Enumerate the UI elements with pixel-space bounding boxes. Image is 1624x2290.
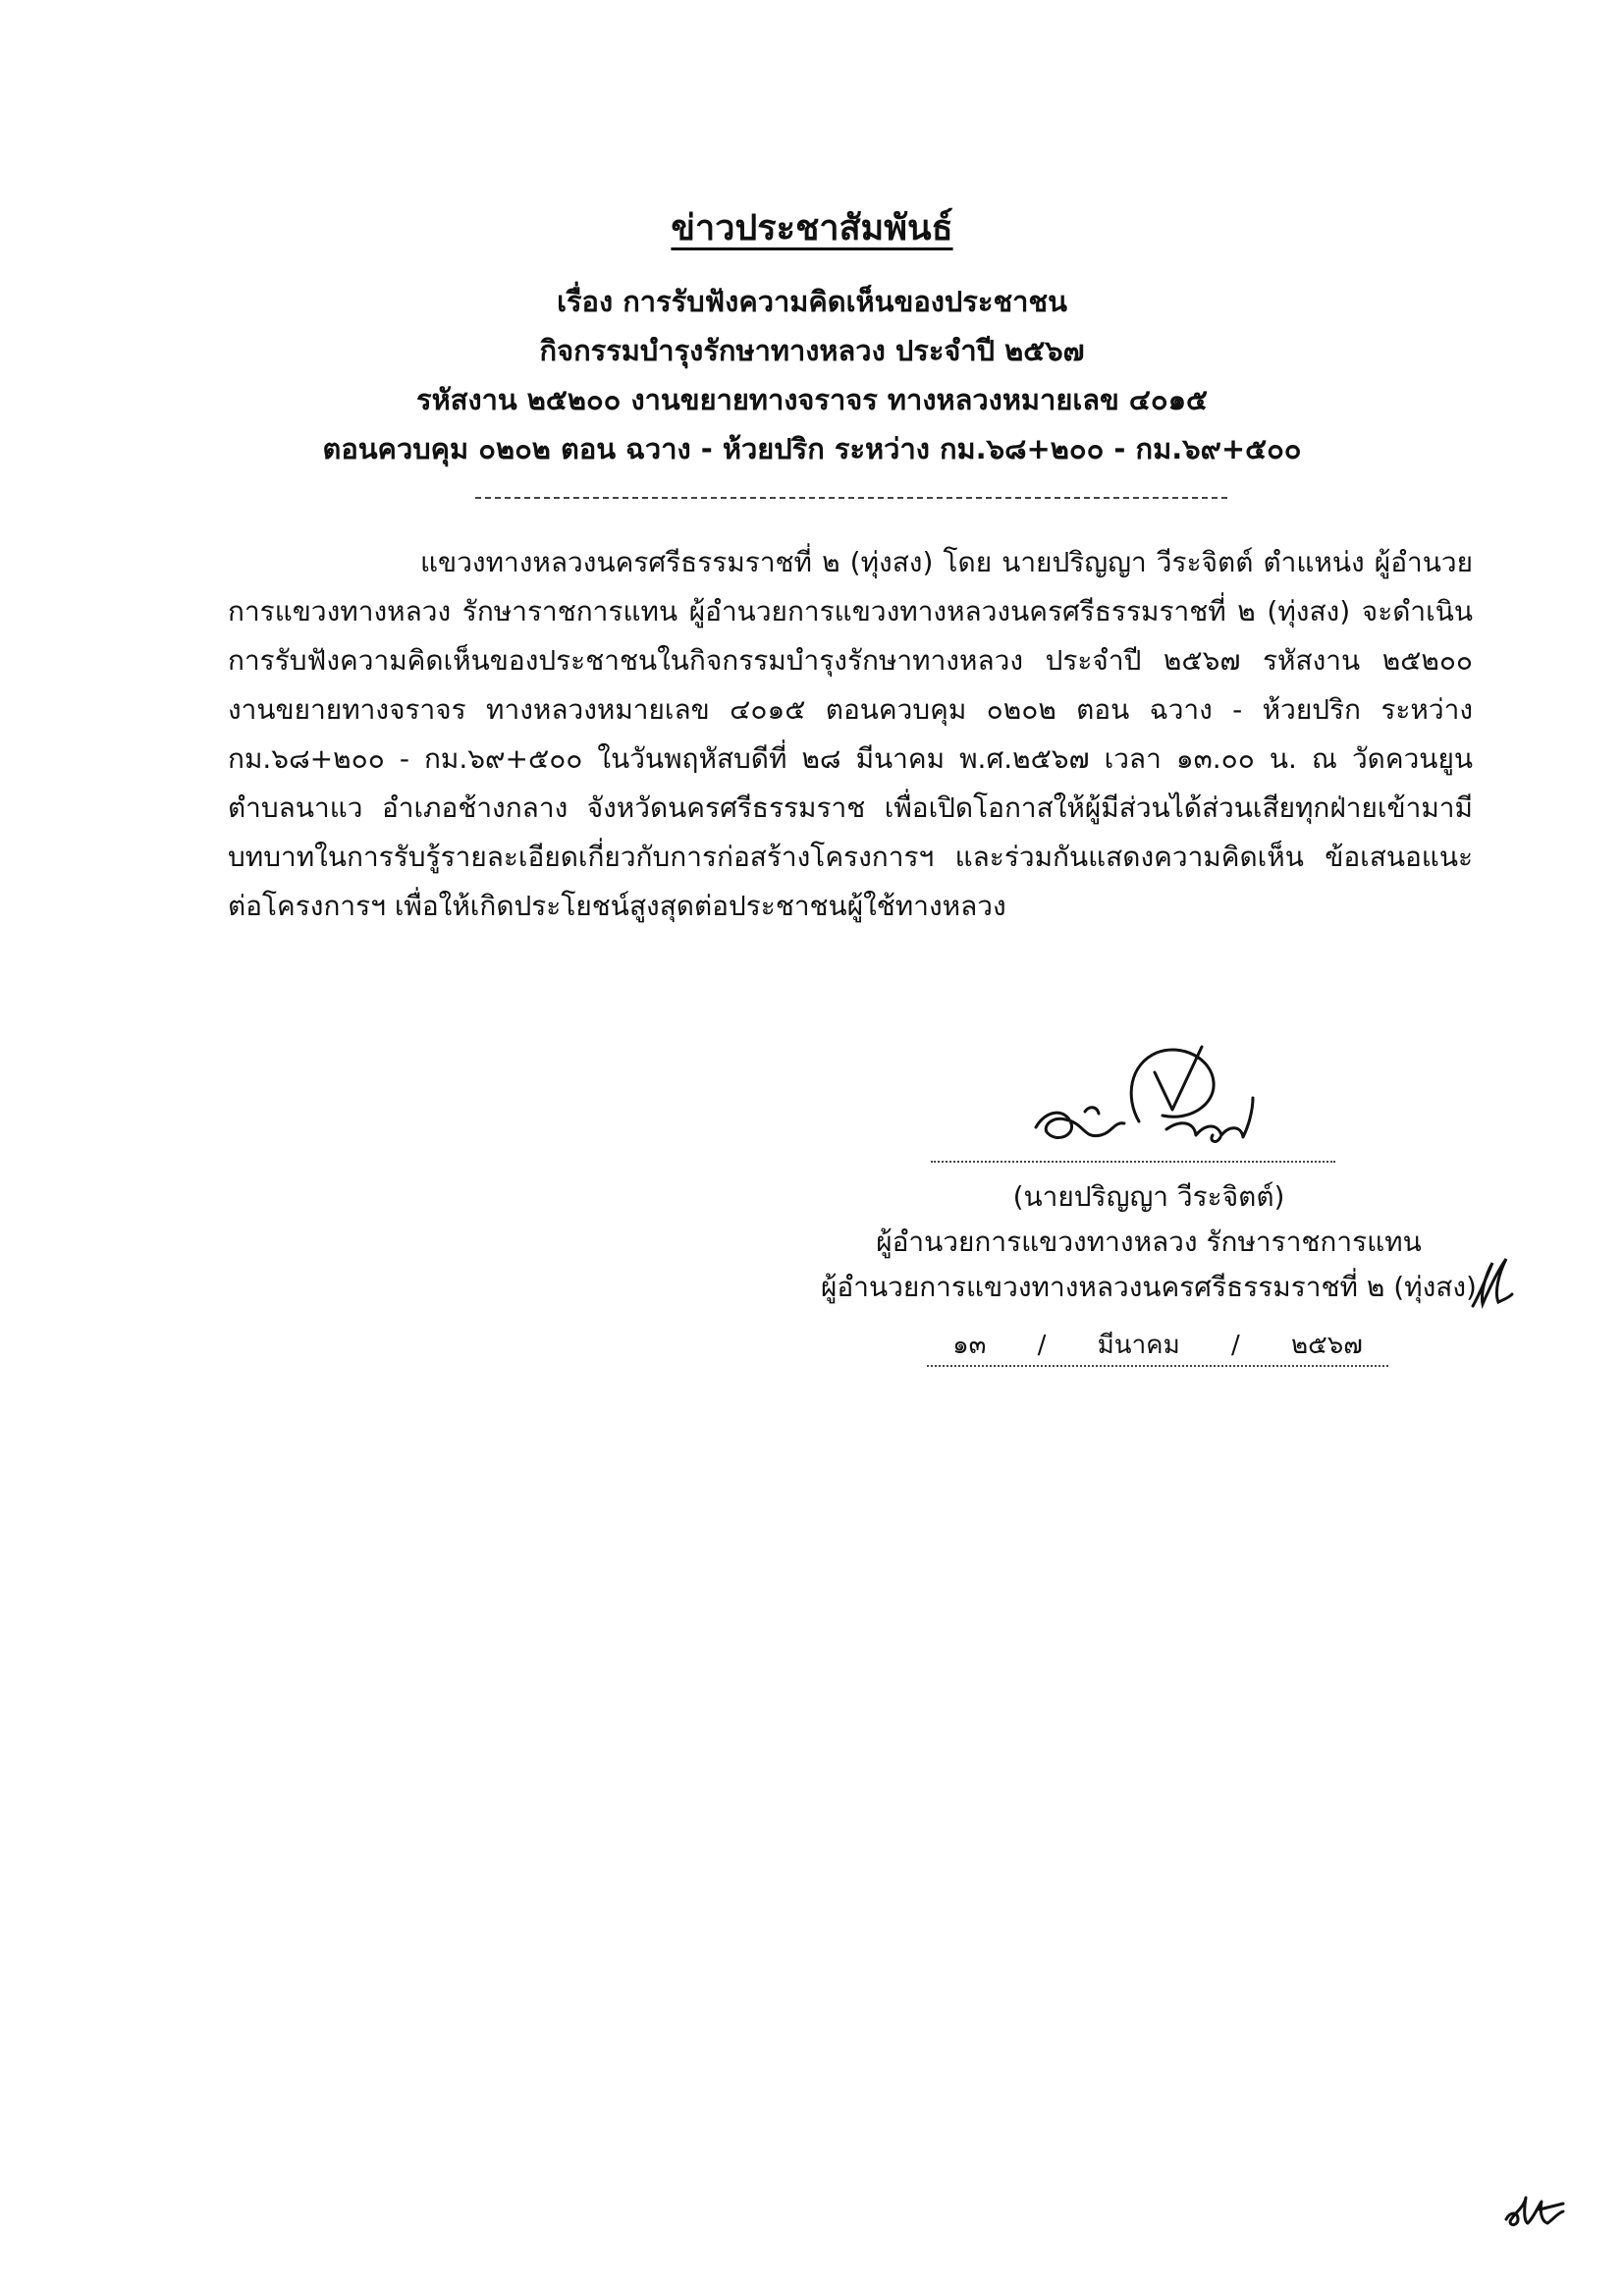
document-title: ข่าวประชาสัมพันธ์ [671, 208, 953, 248]
signer-position: ผู้อำนวยการแขวงทางหลวง รักษาราชการแทน [876, 1226, 1422, 1258]
date-day: ๑๓ [952, 1331, 987, 1360]
dashed-separator [475, 497, 1227, 499]
subject-line: ตอนควบคุม ๐๒๐๒ ตอน ฉวาง - ห้วยปริก ระหว่าง กม.๖๘+๒๐๐ - กม.๖๙+๕๐๐ [322, 432, 1302, 465]
signature-line [931, 1161, 1335, 1163]
signer-name: (นายปริญญา วีระจิตต์) [1012, 1180, 1285, 1213]
body-paragraph: แขวงทางหลวงนครศรีธรรมราชที่ ๒ (ทุ่งสง) โดย นายปริญญา วีระจิตต์ ตำแหน่ง ผู้อำนวยการแขวงทางหลวง รักษาราชการแทน ผู้อำนวยการแขวงทางหลวงนครศรีธรรมราชที่ ๒ (ทุ่งสง) จะดำเนินการรับฟังความคิดเห็นของประชาชนในกิจกรรมบำรุงรักษาทางหลวง ประจำปี ๒๕๖๗ รหัสงาน ๒๕๒๐๐ งานขยายทางจราจร ทางหลวงหมายเลข ๔๐๑๕ ตอนควบคุม ๐๒๐๒ ตอน ฉวาง - ห้วยปริก ระหว่าง กม.๖๘+๒๐๐ - กม.๖๙+๕๐๐ ในวันพฤหัสบดีที่ ๒๘ มีนาคม พ.ศ.๒๕๖๗ เวลา ๑๓.๐๐ น. ณ วัดควนยูน ตำบลนาแว อำเภอช้างกลาง จังหวัดนครศรีธรรมราช เพื่อเปิดโอกาสให้ผู้มีส่วนได้ส่วนเสียทุกฝ่ายเข้ามามีบทบาทในการรับรู้รายละเอียดเกี่ยวกับการก่อสร้างโครงการฯ และร่วมกันแสดงความคิดเห็น ข้อเสนอแนะต่อโครงการฯ เพื่อให้เกิดประโยชน์สูงสุดต่อประชาชนผู้ใช้ทางหลวง [228, 546, 1473, 922]
signature-date [927, 1326, 1388, 1367]
date-separator: / [1037, 1331, 1047, 1360]
subject-line: กิจกรรมบำรุงรักษาทางหลวง ประจำปี ๒๕๖๗ [539, 334, 1085, 367]
date-separator: / [1230, 1331, 1240, 1360]
date-year: ๒๕๖๗ [1290, 1331, 1363, 1360]
subject-line: รหัสงาน ๒๕๒๐๐ งานขยายทางจราจร ทางหลวงหมายเลข ๔๐๑๕ [416, 383, 1208, 416]
subject-line: เรื่อง การรับฟังความคิดเห็นของประชาชน [557, 285, 1067, 318]
signer-position: ผู้อำนวยการแขวงทางหลวงนครศรีธรรมราชที่ ๒ (ทุ่งสง) [821, 1271, 1477, 1303]
signature-block [805, 1174, 1492, 1310]
corner-initial-signature [1500, 2180, 1579, 2239]
date-month: มีนาคม [1097, 1331, 1180, 1360]
subject-block [0, 277, 1624, 473]
handwritten-signature [913, 1033, 1384, 1171]
handwritten-initial [1467, 1255, 1526, 1314]
